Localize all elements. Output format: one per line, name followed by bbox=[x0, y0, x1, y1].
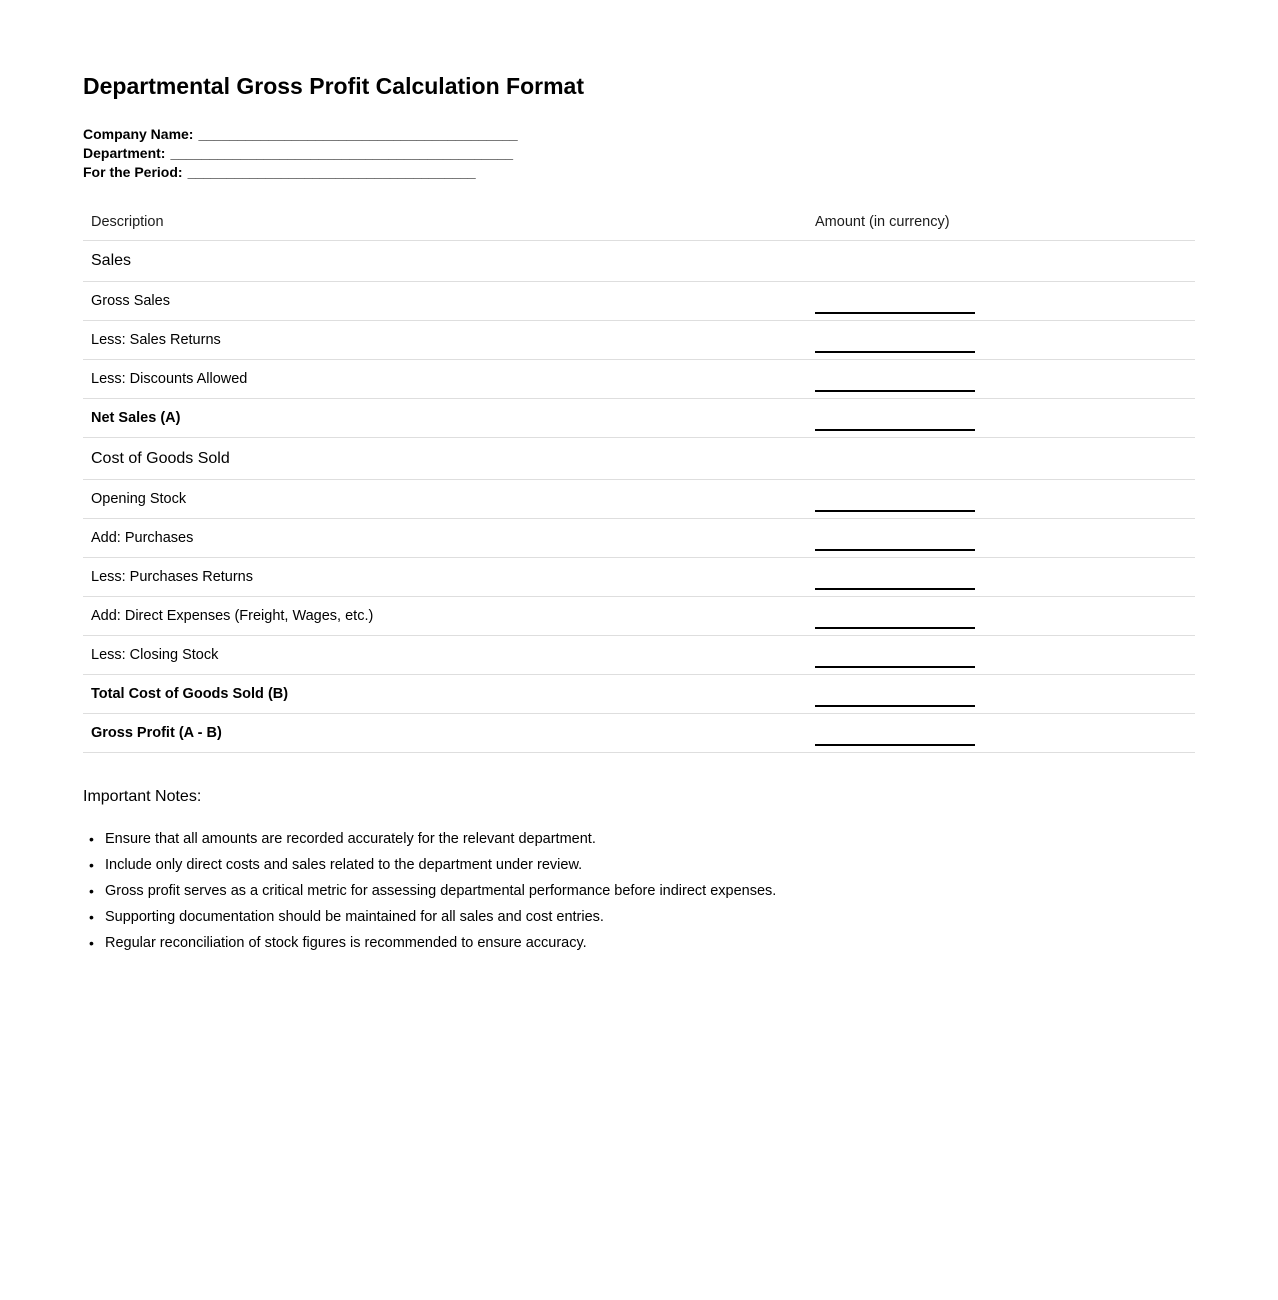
header-fields bbox=[83, 125, 1195, 182]
important-notes-section bbox=[83, 787, 1195, 956]
row-label: Total Cost of Goods Sold (B) bbox=[91, 686, 289, 702]
amount-blank-line bbox=[815, 351, 975, 353]
table-row-discounts-allowed bbox=[83, 360, 1195, 399]
amount-cell bbox=[815, 480, 1195, 518]
row-label: Add: Purchases bbox=[91, 530, 194, 546]
amount-cell bbox=[815, 438, 1195, 479]
amount-blank-line bbox=[815, 510, 975, 512]
table-header-row bbox=[83, 203, 1195, 241]
field-period bbox=[83, 163, 1195, 182]
table-row-section-sales bbox=[83, 241, 1195, 282]
row-label: Add: Direct Expenses (Freight, Wages, etc.) bbox=[91, 608, 374, 624]
field-company-name-blank-line: _________________________________________ bbox=[198, 126, 518, 142]
field-period-blank-line: _____________________________________ bbox=[187, 164, 476, 180]
row-label: Less: Discounts Allowed bbox=[91, 371, 248, 387]
table-row-gross-profit bbox=[83, 714, 1195, 753]
row-label: Less: Purchases Returns bbox=[91, 569, 253, 585]
amount-blank-line bbox=[815, 744, 975, 747]
row-label: Opening Stock bbox=[91, 491, 187, 507]
table-row-net-sales bbox=[83, 399, 1195, 438]
row-label: Gross Profit (A - B) bbox=[91, 725, 222, 741]
note-item: • Gross profit serves as a critical metric for assessing departmental performance before indirect expenses. bbox=[83, 878, 1195, 904]
row-label: Less: Sales Returns bbox=[91, 332, 221, 348]
amount-cell bbox=[815, 714, 1195, 752]
amount-blank-line bbox=[815, 627, 975, 629]
row-label: Net Sales (A) bbox=[91, 410, 181, 426]
notes-list bbox=[83, 826, 1195, 956]
amount-cell bbox=[815, 519, 1195, 557]
page-title: Departmental Gross Profit Calculation Format bbox=[83, 73, 584, 99]
table-row-gross-sales bbox=[83, 282, 1195, 321]
table-row-opening-stock bbox=[83, 480, 1195, 519]
amount-blank-line bbox=[815, 666, 975, 668]
amount-blank-line bbox=[815, 705, 975, 708]
amount-cell bbox=[815, 636, 1195, 674]
table-row-direct-expenses bbox=[83, 597, 1195, 636]
amount-blank-line bbox=[815, 549, 975, 551]
column-header-description: Description bbox=[91, 213, 164, 230]
amount-blank-line bbox=[815, 312, 975, 314]
amount-blank-line bbox=[815, 390, 975, 392]
table-row-total-cogs bbox=[83, 675, 1195, 714]
amount-cell bbox=[815, 241, 1195, 281]
table-row-sales-returns bbox=[83, 321, 1195, 360]
amount-cell bbox=[815, 360, 1195, 398]
field-period-label: For the Period: bbox=[83, 164, 183, 180]
gross-profit-table bbox=[83, 203, 1195, 753]
note-item: • Supporting documentation should be maintained for all sales and cost entries. bbox=[83, 904, 1195, 930]
row-label: Sales bbox=[91, 252, 132, 269]
table-row-purchases-returns bbox=[83, 558, 1195, 597]
amount-blank-line bbox=[815, 429, 975, 432]
field-department bbox=[83, 144, 1195, 163]
amount-cell bbox=[815, 282, 1195, 320]
amount-cell bbox=[815, 675, 1195, 713]
amount-cell bbox=[815, 597, 1195, 635]
table-row-section-cogs bbox=[83, 438, 1195, 480]
field-company-name bbox=[83, 125, 1195, 144]
amount-blank-line bbox=[815, 588, 975, 590]
notes-heading: Important Notes: bbox=[83, 788, 202, 805]
row-label: Gross Sales bbox=[91, 293, 170, 309]
field-company-name-label: Company Name: bbox=[83, 126, 194, 142]
amount-cell bbox=[815, 321, 1195, 359]
note-item: • Include only direct costs and sales related to the department under review. bbox=[83, 852, 1195, 878]
field-department-label: Department: bbox=[83, 145, 166, 161]
amount-cell bbox=[815, 399, 1195, 437]
row-label: Less: Closing Stock bbox=[91, 647, 219, 663]
note-item: • Regular reconciliation of stock figures is recommended to ensure accuracy. bbox=[83, 930, 1195, 956]
column-header-amount: Amount (in currency) bbox=[815, 213, 950, 230]
field-department-blank-line: ____________________________________________ bbox=[170, 145, 514, 161]
note-item: • Ensure that all amounts are recorded accurately for the relevant department. bbox=[83, 826, 1195, 852]
row-label: Cost of Goods Sold bbox=[91, 449, 230, 467]
table-row-closing-stock bbox=[83, 636, 1195, 675]
table-row-purchases bbox=[83, 519, 1195, 558]
amount-cell bbox=[815, 558, 1195, 596]
